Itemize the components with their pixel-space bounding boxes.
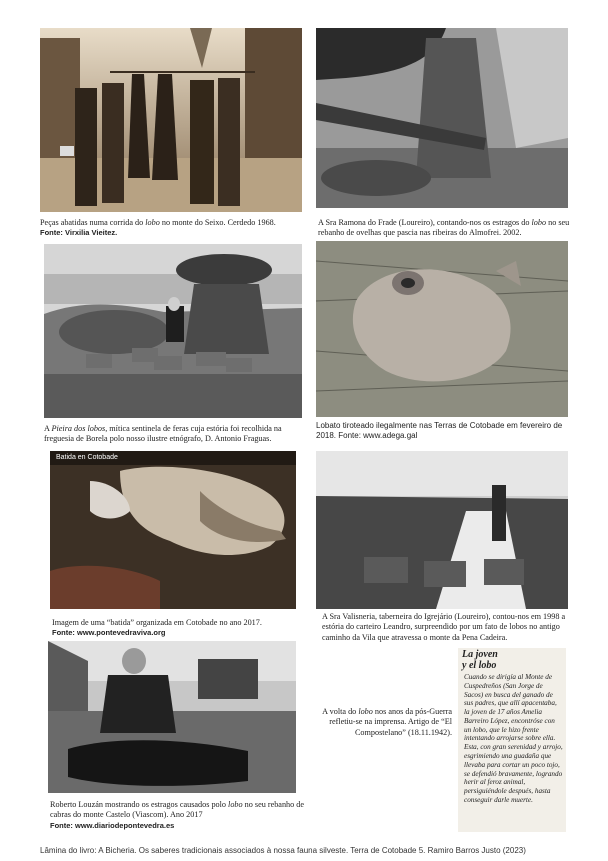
clipping-headline [458, 648, 566, 671]
photo-lobato-image [316, 241, 568, 417]
caption-text: Roberto Louzán mostrando os estragos causados polo [50, 800, 229, 809]
photo-lobato [316, 241, 568, 417]
photo-sra-ramona [316, 28, 568, 208]
caption-text: Lobato tiroteado ilegalmente nas Terras de Cotobade em fevereiro de 2018. Fonte: www.adega.gal [316, 421, 563, 440]
video-title: Batida en Cotobade [56, 454, 118, 461]
clipping-headline-line: y el lobo [462, 659, 497, 671]
caption-emphasis: lobo [228, 800, 243, 809]
photo-pieira-dos-lobos [44, 244, 302, 418]
caption-clipping-intro [300, 707, 452, 738]
caption-emphasis: lobo [358, 707, 373, 716]
caption-source: Fonte: Virxilia Vieitez. [40, 228, 118, 238]
photo-sra-ramona-image [316, 28, 568, 208]
caption-text: no seu rebanho de cabras do monte Castelo (Viascom). Ano 2017 [50, 800, 304, 820]
clipping-body: Cuando se dirigía al Monte de Cuspedreños (San Jorge de Sacos) en busca del ganado de sus padres, que allí apacentaba, la joven de 17 años Amelia Barreiro López, encontróse con un lobo, que le hizo frente intentando arrojarse sobre ella. Esta, con gran serenidad y arrojo, esgrimiendo una guadaña que llevaba para cortar un poco tojo, se defendió bravamente, logrando herir al feroz animal, persiguiéndole después, hasta conseguir darle muerte. [464, 673, 563, 804]
photo-louzan-image [48, 641, 296, 793]
caption-text: A [44, 424, 52, 433]
photo-hunters-seixo [40, 28, 302, 212]
caption-text: A Sra Valisneria, taberneira do Igrejário (Loureiro), contou-nos em 1998 a estória do carteiro Leandro, surpreendido por um fato de lobos no antigo caminho da Vila que atravessa o monte da Pena Cadeira. [322, 612, 566, 642]
photo-batida-image [50, 451, 296, 609]
caption-emphasis: lobo [145, 218, 160, 227]
newspaper-clipping [458, 648, 566, 832]
caption-text: A volta do [322, 707, 359, 716]
page-footer: Lâmina do livro: A Bicheria. Os saberes tradicionais associados à nossa fauna silveste. Terra de Cotobade 5. Ramiro Barros Justo (2023) [40, 846, 526, 855]
photo-pieira-image [44, 244, 302, 418]
clipping-headline-line: La joven [462, 649, 498, 660]
photo-hunters-image [40, 28, 302, 212]
caption-emphasis: Pieira dos lobos [51, 424, 106, 433]
photo-roberto-louzan [48, 641, 296, 793]
caption-text: Peças abatidas numa corrida do [40, 218, 146, 227]
caption-text: , mítica sentinela de feras cuja estória foi recolhida na freguesia de Borela polo nosso ilustre etnógrafo, D. Antonio Fraguas. [44, 424, 282, 444]
photo-sra-valisneria [316, 451, 568, 609]
caption-text: no monte do Seixo. Cerdedo 1968. [159, 218, 276, 227]
photo-valisneria-image [316, 451, 568, 609]
caption-hunters [40, 218, 302, 238]
caption-pieira [44, 424, 306, 445]
caption-louzan [50, 800, 310, 830]
caption-valisneria [322, 612, 568, 643]
caption-text: nos anos da pós-Guerra refletiu-se na imprensa. Artigo de “El Compostelano” (18.11.1942). [329, 707, 452, 737]
caption-text: Imagem de uma “batida” organizada em Cotobade no ano 2017. [52, 618, 262, 627]
caption-text: no seu rebanho de ovelhas que pascia nas ribeiras do Almofrei. 2002. [318, 218, 570, 238]
caption-lobato [316, 421, 578, 441]
photo-batida-video [50, 451, 296, 609]
caption-sra-ramona [318, 218, 570, 239]
caption-source: Fonte: www.diariodepontevedra.es [50, 820, 175, 830]
caption-text: A Sra Ramona do Frade (Loureiro), contando-nos os estragos do [318, 218, 532, 227]
caption-batida [52, 618, 302, 638]
caption-source: Fonte: www.pontevedraviva.org [52, 628, 166, 638]
caption-emphasis: lobo [531, 218, 547, 227]
